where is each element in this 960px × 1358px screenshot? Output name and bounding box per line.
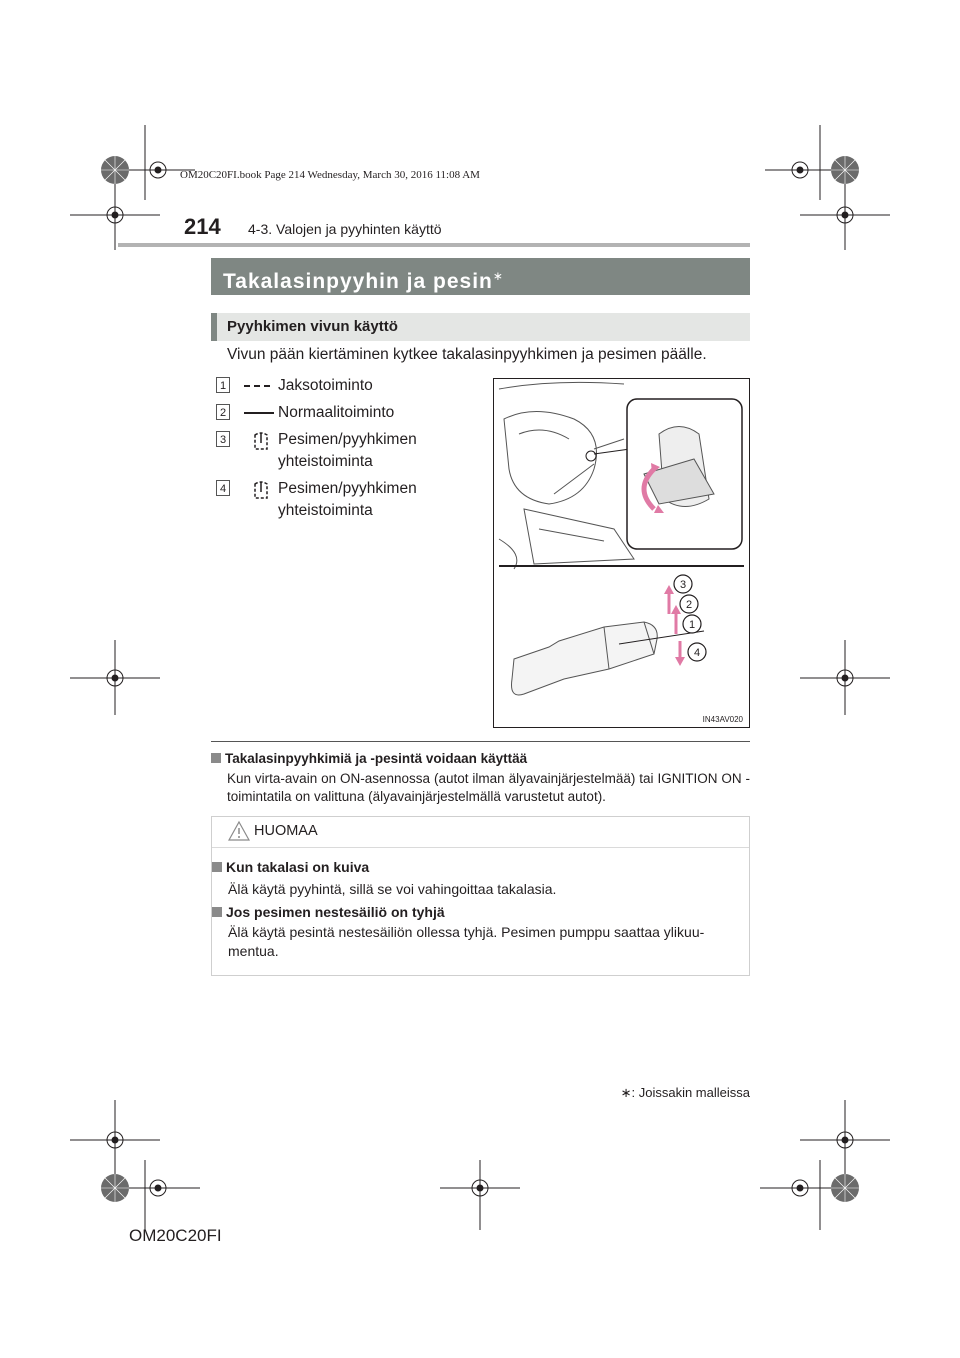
notice-item-heading-text: Kun takalasi on kuiva bbox=[226, 859, 370, 875]
page-title: Takalasinpyyhin ja pesin bbox=[223, 270, 493, 293]
page-title-bar bbox=[211, 258, 750, 295]
item-label: Pesimen/pyyhkimen yhteistoiminta bbox=[278, 431, 417, 470]
item-label: Normaalitoiminto bbox=[278, 404, 395, 421]
callout-3: 3 bbox=[679, 579, 687, 591]
notice-title: HUOMAA bbox=[254, 823, 318, 839]
footnote-mark: ∗ bbox=[620, 1085, 632, 1100]
model-note-mark: ∗ bbox=[492, 269, 504, 283]
item-label: Pesimen/pyyhkimen yhteistoiminta bbox=[278, 480, 417, 519]
subsection-title: Pyyhkimen vivun käyttö bbox=[211, 313, 750, 341]
notice-item-text: Älä käytä pesintä nestesäiliön ollessa tyhjä. Pesimen pumppu saattaa ylikuu-mentua. bbox=[228, 924, 705, 959]
square-bullet-icon bbox=[211, 753, 221, 763]
footer-code: OM20C20FI bbox=[129, 1226, 222, 1245]
notice-item-heading-text: Jos pesimen nestesäiliö on tyhjä bbox=[226, 904, 445, 920]
book-info: OM20C20FI.book Page 214 Wednesday, March 30, 2016 11:08 AM bbox=[180, 169, 480, 181]
callout-2: 2 bbox=[685, 599, 693, 611]
note-heading-text: Takalasinpyyhkimiä ja -pesintä voidaan käyttää bbox=[225, 751, 528, 766]
page-number: 214 bbox=[184, 214, 221, 239]
notice-box bbox=[211, 816, 750, 976]
section-divider bbox=[211, 741, 750, 742]
footnote-text: : Joissakin malleissa bbox=[631, 1085, 750, 1100]
footnote bbox=[620, 1085, 750, 1101]
callout-1: 1 bbox=[688, 619, 696, 631]
note-text: Kun virta-avain on ON-asennossa (autot ilman älyavainjärjestelmää) tai IGNITION ON -toimintatila on valittuna (älyavainjärjestelmällä varustetut autot). bbox=[227, 771, 750, 804]
illustration-code: IN43AV020 bbox=[702, 715, 743, 724]
square-bullet-icon bbox=[212, 907, 222, 917]
dashed-line-icon bbox=[244, 384, 274, 388]
item-number: 3 bbox=[216, 431, 230, 447]
washer-icon bbox=[252, 429, 270, 451]
item-number: 2 bbox=[216, 404, 230, 420]
item-number: 4 bbox=[216, 480, 230, 496]
square-bullet-icon bbox=[212, 862, 222, 872]
notice-item-heading bbox=[212, 859, 369, 875]
intro-text: Vivun pään kiertäminen kytkee takalasinpyyhkimen ja pesimen päälle. bbox=[227, 346, 707, 363]
warning-triangle-icon bbox=[228, 820, 250, 842]
item-label: Jaksotoiminto bbox=[278, 377, 373, 394]
item-number: 1 bbox=[216, 377, 230, 393]
wiper-lever-illustration bbox=[493, 378, 750, 728]
illustration-drawing bbox=[494, 379, 749, 727]
section-heading: 4-3. Valojen ja pyyhinten käyttö bbox=[248, 221, 442, 237]
notice-item-text: Älä käytä pyyhintä, sillä se voi vahingoittaa takalasia. bbox=[228, 881, 557, 897]
solid-line-icon bbox=[244, 411, 274, 415]
washer-icon bbox=[252, 478, 270, 500]
note-heading bbox=[211, 751, 527, 766]
header-rule bbox=[118, 243, 750, 247]
notice-item-heading bbox=[212, 904, 445, 920]
notice-header bbox=[212, 817, 749, 848]
callout-4: 4 bbox=[693, 647, 701, 659]
